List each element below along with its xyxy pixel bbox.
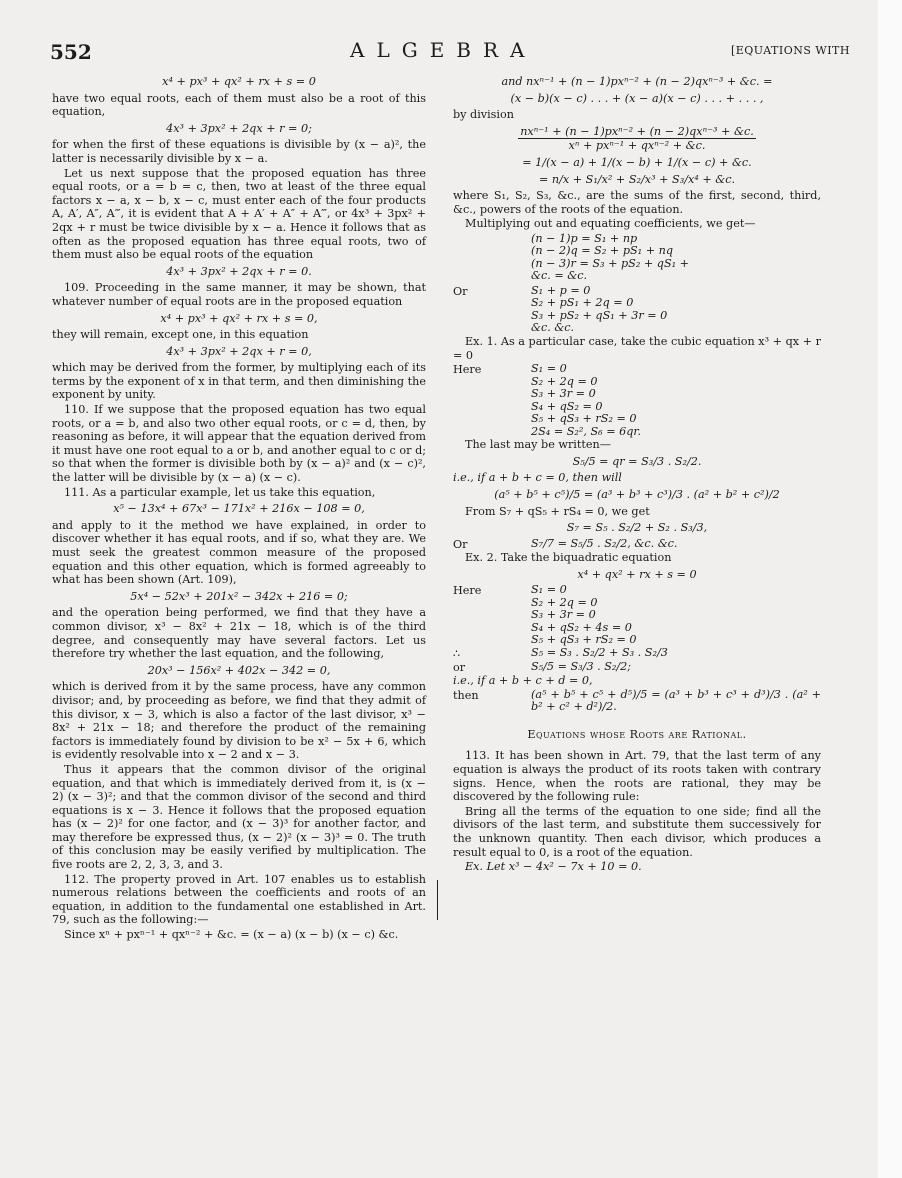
equation: and nxⁿ⁻¹ + (n − 1)pxⁿ⁻² + (n − 2)qxⁿ⁻³ + &c. = — [501, 75, 773, 88]
equation: 5x⁴ − 52x³ + 201x² − 342x + 216 = 0; — [130, 589, 348, 603]
here-label: Here — [453, 363, 482, 377]
page-number: 552 — [50, 40, 92, 64]
fraction-denominator: xⁿ + pxⁿ⁻¹ + qxⁿ⁻² + &c. — [568, 139, 706, 153]
paragraph: The last may be written— — [465, 438, 611, 452]
running-title: ALGEBRA — [350, 38, 537, 62]
paragraph: From S₇ + qS₅ + rS₄ = 0, we get — [465, 504, 650, 518]
stack-line: S₅ + qS₃ + rS₂ = 0 — [531, 412, 637, 426]
paragraph: by division — [453, 108, 514, 122]
equation: x⁴ + px³ + qx² + rx + s = 0 — [162, 75, 316, 88]
equation: (x − b)(x − c) . . . + (x − a)(x − c) . . . + . . . , — [510, 91, 764, 105]
paragraph: and apply to it the method we have explained, in order to discover whether it has equal roots, and if so, what they are. We must seek the greatest common measure of the proposed equation and this other equation, which is formed agreeably to what has been shown (Art. 109), — [52, 518, 426, 587]
paragraph: i.e., if a + b + c = 0, then will — [453, 471, 622, 485]
stack-line: (n − 2)q = S₂ + pS₁ + nq — [531, 244, 673, 258]
example: Ex. Let x³ − 4x² − 7x + 10 = 0. — [465, 860, 642, 874]
paragraph: and the operation being performed, we find that they have a common divisor, x³ − 8x² + 21x − 18, which is of the third degree, and consequently may have several factors. Let us therefore try whether the last equation, and the following, — [52, 606, 426, 661]
labelled-stack — [453, 363, 821, 438]
labelled-stack — [453, 285, 821, 335]
equation-stack — [531, 584, 637, 647]
stack-line: S₄ + qS₂ + 4s = 0 — [531, 620, 632, 634]
equation: S₇ = S₅ . S₂/2 + S₂ . S₃/3, — [566, 521, 708, 535]
stack-line: (n − 1)p = S₁ + np — [531, 231, 638, 245]
then-label: then — [453, 688, 479, 702]
or-label: or — [453, 660, 466, 674]
fraction — [518, 125, 756, 153]
stack-line: S₃ + pS₂ + qS₁ + 3r = 0 — [531, 308, 668, 322]
paragraph: where S₁, S₂, S₃, &c., are the sums of the first, second, third, &c., powers of the roots of the equation. — [453, 189, 821, 216]
equation: = n/x + S₁/x² + S₂/x³ + S₃/x⁴ + &c. — [538, 172, 736, 186]
equation: x⁴ + px³ + qx² + rx + s = 0, — [160, 311, 318, 325]
equation: S₇/7 = S₅/5 . S₂/2, &c. &c. — [531, 536, 678, 550]
paragraph: Multiplying out and equating coefficients, we get— — [465, 217, 756, 231]
equation: (a⁵ + b⁵ + c⁵ + d⁵)/5 = (a³ + b³ + c³ + d³)/3 . (a² + b² + c² + d²)/2. — [531, 687, 821, 714]
fraction-numerator: nxⁿ⁻¹ + (n − 1)pxⁿ⁻² + (n − 2)qxⁿ⁻³ + &c. — [520, 124, 754, 138]
therefore-symbol: ∴ — [453, 646, 461, 660]
page-header — [50, 38, 850, 68]
stack-line: S₃ + 3r = 0 — [531, 608, 596, 622]
or-label: Or — [453, 537, 468, 551]
stack-line: &c. = &c. — [531, 269, 588, 283]
equation: S₅/5 = S₃/3 . S₂/2; — [531, 659, 632, 673]
stack-line: S₅ + qS₃ + rS₂ = 0 — [531, 633, 637, 647]
section-heading: Equations whose Roots are Rational. — [527, 727, 747, 741]
paragraph: have two equal roots, each of them must also be a root of this equation, — [52, 91, 426, 119]
equation-stack — [531, 363, 641, 438]
paragraph-111: 111. As a particular example, let us take this equation, — [64, 485, 376, 499]
labelled-equation — [453, 689, 821, 714]
paragraph: for when the first of these equations is divisible by (x − a)², the latter is necessarily divisible by x − a. — [52, 138, 426, 165]
stack-line: S₂ + 2q = 0 — [531, 595, 598, 609]
labelled-equation — [453, 538, 821, 552]
equation: 4x³ + 3px² + 2qx + r = 0. — [166, 264, 312, 278]
example-1: Ex. 1. As a particular case, take the cubic equation x³ + qx + r = 0 — [453, 334, 821, 362]
stack-line: S₃ + 3r = 0 — [531, 387, 596, 401]
labelled-stack — [453, 584, 821, 647]
equation: x⁴ + qx² + rx + s = 0 — [577, 567, 697, 581]
labelled-equation — [453, 647, 821, 661]
stack-line: &c. &c. — [531, 321, 575, 335]
stack-line: S₁ = 0 — [531, 583, 567, 597]
right-column — [453, 72, 821, 875]
fraction-equation — [453, 125, 821, 153]
paragraph: Since xⁿ + pxⁿ⁻¹ + qxⁿ⁻² + &c. = (x − a) (x − b) (x − c) &c. — [64, 928, 399, 942]
column-divider — [437, 880, 438, 920]
here-label: Here — [453, 584, 482, 598]
equation-stack — [531, 233, 821, 283]
equation: (a⁵ + b⁵ + c⁵)/5 = (a³ + b³ + c³)/3 . (a² + b² + c²)/2 — [494, 487, 780, 501]
stack-line: 2S₄ = S₂², S₆ = 6qr. — [531, 424, 642, 438]
running-section: [EQUATIONS WITH — [730, 44, 850, 57]
stack-line: S₂ + pS₁ + 2q = 0 — [531, 296, 634, 310]
paragraph: Bring all the terms of the equation to one side; find all the divisors of the last term, and substitute them successively for the unknown quantity. Then each divisor, which produces a result equal to 0, is a root of the equation. — [453, 804, 821, 859]
equation: x⁵ − 13x⁴ + 67x³ − 171x² + 216x − 108 = 0, — [113, 502, 365, 516]
stack-line: S₁ = 0 — [531, 362, 567, 376]
labelled-equation — [453, 661, 821, 675]
equation-stack — [531, 285, 667, 335]
example-2: Ex. 2. Take the biquadratic equation — [465, 551, 672, 565]
paragraph-113: 113. It has been shown in Art. 79, that the last term of any equation is always the product of its roots taken with contrary signs. Hence, when the roots are rational, they may be discovered by the following rule: — [453, 749, 821, 804]
equation: S₅ = S₃ . S₂/2 + S₃ . S₂/3 — [531, 645, 668, 659]
paragraph: which may be derived from the former, by multiplying each of its terms by the exponent of x in that term, and then diminishing the exponent by unity. — [52, 361, 426, 402]
or-label: Or — [453, 284, 468, 298]
equation: 4x³ + 3px² + 2qx + r = 0; — [166, 121, 312, 135]
paragraph: i.e., if a + b + c + d = 0, — [453, 674, 593, 688]
equation: 20x³ − 156x² + 402x − 342 = 0, — [147, 663, 331, 677]
equation: 4x³ + 3px² + 2qx + r = 0, — [166, 344, 312, 358]
equation: = 1/(x − a) + 1/(x − b) + 1/(x − c) + &c. — [522, 155, 752, 169]
paragraph-112: 112. The property proved in Art. 107 enables us to establish numerous relations between the coefficients and roots of an equation, in addition to the fundamental one established in Art. 79, such as the following:— — [52, 872, 426, 927]
paragraph: Thus it appears that the common divisor of the original equation, and that which is immediately derived from it, is (x − 2) (x − 3)²; and that the common divisor of the second and third equations is x − 3. Hence it follows that the proposed equation has (x − 2)² for one factor, and (x − 3)³ for another factor, and may therefore be expressed thus, (x − 2)² (x − 3)³ = 0. The truth of this conclusion may be easily verified by multiplication. The five roots are 2, 2, 3, 3, and 3. — [52, 762, 426, 872]
stack-line: (n − 3)r = S₃ + pS₂ + qS₁ + — [531, 256, 690, 270]
stack-line: S₁ + p = 0 — [531, 283, 591, 297]
scan-margin — [878, 0, 902, 1178]
paragraph: Let us next suppose that the proposed equation has three equal roots, or a = b = c, then, two at least of the three equal factors x − a, x − b, x − c, must enter each of the four products A, A′, A″, A‴, it is evident that A + A′ + A″ + A‴, or 4x³ + 3px² + 2qx + r must be twice divisible by x − a. Hence it follows that as often as the proposed equation has three equal roots, two of them must also be equal roots of the equation — [52, 166, 426, 262]
stack-line: S₄ + qS₂ = 0 — [531, 399, 603, 413]
equation: S₅/5 = qr = S₃/3 . S₂/2. — [572, 454, 702, 468]
paragraph-110: 110. If we suppose that the proposed equation has two equal roots, or a = b, and also two other equal roots, or c = d, then, by reasoning as before, it will appear that the equation derived from it must have one root equal to a or b, and another equal to c or d; so that when the former is divisible both by (x − a)² and (x − c)², the latter will be divisible by (x − a) (x − c). — [52, 403, 426, 485]
left-column — [52, 72, 426, 943]
stack-line: S₂ + 2q = 0 — [531, 374, 598, 388]
paragraph: which is derived from it by the same process, have any common divisor; and, by proceeding as before, we find that they admit of this divisor, x − 3, which is also a factor of the last divisor, x³ − 8x² + 21x − 18; and therefore the product of the remaining factors is immediately found by division to be x² − 5x + 6, which is evidently resolvable into x − 2 and x − 3. — [52, 680, 426, 762]
paragraph: they will remain, except one, in this equation — [52, 328, 309, 342]
paragraph-109: 109. Proceeding in the same manner, it may be shown, that whatever number of equal roots are in the proposed equation — [52, 281, 426, 308]
